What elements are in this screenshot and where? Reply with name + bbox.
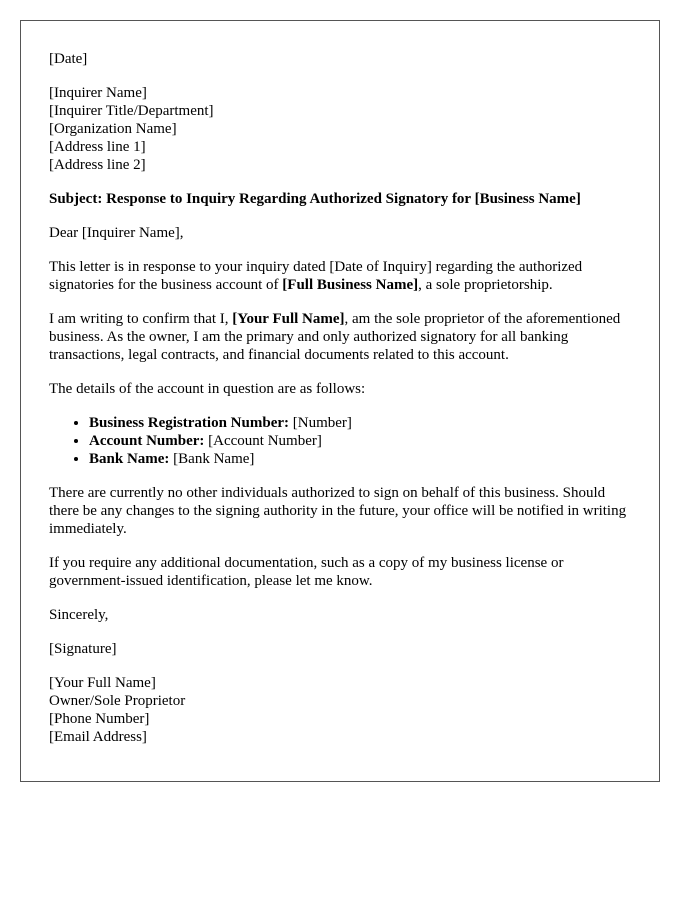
paragraph-inquiry-text: This letter is in response to your inquiry dated [Date of Inquiry] regarding the authorized signatories for the business account of (49, 259, 583, 293)
paragraph-confirmation-text: I am writing to confirm that I, (49, 311, 233, 327)
recipient-title: [Inquirer Title/Department] (49, 103, 214, 119)
recipient-address-line-1: [Address line 1] (49, 139, 146, 155)
detail-value: [Account Number] (204, 433, 322, 449)
list-item (89, 450, 631, 468)
paragraph-additional-documentation: If you require any additional documentation, such as a copy of my business license or government-issued identification, please let me know. (49, 555, 564, 589)
recipient-address-block (49, 84, 631, 174)
recipient-name: [Inquirer Name] (49, 85, 147, 101)
signature-placeholder: [Signature] (49, 641, 117, 657)
detail-label: Business Registration Number: (89, 415, 290, 431)
detail-label: Account Number: (89, 433, 205, 449)
sender-block (49, 674, 631, 746)
sender-title: Owner/Sole Proprietor (49, 693, 186, 709)
recipient-address-line-2: [Address line 2] (49, 157, 146, 173)
paragraph-confirmation-tail: , am the sole proprietor of the aforementioned business. As the owner, I am the primary and only authorized signatory for all banking transactions, legal contracts, and financial documents related to this account. (49, 311, 621, 363)
business-name-placeholder: [Full Business Name] (282, 277, 419, 293)
sender-name: [Your Full Name] (49, 675, 156, 691)
letter-subject (49, 190, 631, 208)
paragraph-inquiry-tail: , a sole proprietorship. (418, 277, 553, 293)
list-item (89, 432, 631, 450)
paragraph-confirmation (49, 310, 631, 364)
sender-phone: [Phone Number] (49, 711, 150, 727)
sender-email: [Email Address] (49, 729, 147, 745)
detail-label: Bank Name: (89, 451, 170, 467)
recipient-organization: [Organization Name] (49, 121, 177, 137)
paragraph-no-other-signatories: There are currently no other individuals authorized to sign on behalf of this business. Should there be any changes to the signing authority in the future, your office will be notified in writing immediately. (49, 485, 627, 537)
account-details-list (49, 414, 631, 468)
letter-date: [Date] (49, 51, 88, 67)
paragraph-details-intro: The details of the account in question are as follows: (49, 381, 366, 397)
detail-value: [Bank Name] (169, 451, 255, 467)
list-item (89, 414, 631, 432)
detail-value: [Number] (289, 415, 352, 431)
closing: Sincerely, (49, 607, 109, 623)
salutation: Dear [Inquirer Name], (49, 225, 184, 241)
owner-name-placeholder: [Your Full Name] (232, 311, 345, 327)
subject-text: Subject: Response to Inquiry Regarding Authorized Signatory for [Business Name] (49, 191, 581, 207)
paragraph-inquiry (49, 258, 631, 294)
letter-page (20, 20, 660, 782)
